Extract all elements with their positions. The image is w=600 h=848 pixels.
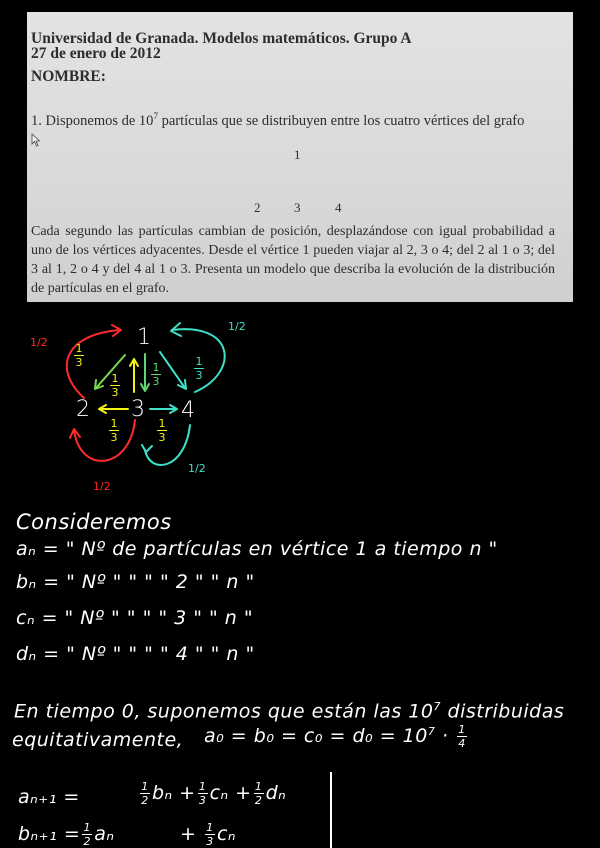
notes-definition-a: aₙ = " Nº de partículas en vértice 1 a tiempo n " — [16, 538, 498, 560]
eq2-frac-third-den: 3 — [206, 835, 214, 848]
eq1-term-b: bₙ + — [152, 782, 196, 805]
label-third-6 — [157, 418, 167, 443]
diagram-node-2: 2 — [76, 397, 91, 422]
eq1-term-c: cₙ + — [209, 782, 252, 805]
label-half-cyan-bottom: 1/2 — [188, 462, 206, 475]
quarter-den: 4 — [458, 737, 466, 751]
notes-initial-dot: · — [435, 725, 455, 748]
label-third-4-den: 3 — [195, 369, 203, 383]
exam-sheet — [27, 12, 573, 302]
eq1-frac-half-2-num: 1 — [254, 780, 263, 793]
label-third-6-den: 3 — [158, 431, 166, 445]
system-brace-line — [330, 772, 332, 848]
eq1-frac-half-1-den: 2 — [141, 794, 149, 808]
eq2-term-a: aₙ — [94, 823, 115, 846]
eq1-frac-half-2-den: 2 — [254, 794, 263, 808]
eq2-lhs: bₙ₊₁ = — [18, 823, 81, 846]
eq2 — [18, 822, 114, 847]
label-third-4 — [194, 356, 204, 381]
label-third-2-num: 1 — [111, 372, 119, 385]
notes-initial-condition — [204, 724, 469, 749]
label-third-3-den: 3 — [152, 375, 160, 389]
notes-tiempo-0-a: En tiempo 0, suponemos que están las 10 — [14, 700, 434, 723]
label-half-cyan-top: 1/2 — [228, 320, 246, 333]
label-third-1 — [74, 343, 84, 368]
label-third-5 — [109, 418, 119, 443]
exam-header-date: 27 de enero de 2012 — [31, 45, 161, 62]
diagram-node-3: 3 — [131, 397, 146, 422]
eq2-rhs-c: + $\frac{1}{3}$ cₙ — [180, 821, 236, 848]
eq2-frac-half — [82, 822, 92, 847]
eq2-term-c: cₙ — [216, 823, 236, 846]
label-third-5-den: 3 — [110, 431, 118, 445]
problem-exponent: 7 — [153, 111, 158, 121]
graph-vertex-1: 1 — [294, 147, 301, 162]
label-third-6-num: 1 — [158, 417, 166, 430]
label-half-red-bottom: 1/2 — [93, 480, 111, 493]
eq2-frac-third — [205, 822, 215, 847]
notes-initial-lhs: a₀ = b₀ = c₀ = d₀ = 10 — [204, 725, 428, 748]
notes-tiempo-0 — [14, 700, 564, 722]
notes-quarter-fraction — [457, 724, 467, 749]
diagram-node-1: 1 — [137, 325, 152, 350]
label-third-3 — [151, 362, 161, 387]
eq2-frac-half-num: 1 — [83, 821, 91, 834]
label-third-4-num: 1 — [195, 355, 203, 368]
notes-initial-exp: 7 — [427, 724, 436, 738]
quarter-num: 1 — [458, 723, 466, 736]
eq1-frac-third-num: 1 — [198, 780, 207, 793]
eq1-lhs: aₙ₊₁ = — [18, 786, 80, 808]
graph-vertex-3: 3 — [294, 200, 301, 215]
notes-consideremos: Consideremos — [16, 510, 172, 534]
eq1-frac-third-den: 3 — [198, 794, 207, 808]
label-third-3-num: 1 — [152, 361, 160, 374]
label-third-5-num: 1 — [110, 417, 118, 430]
eq1-frac-half-2 — [254, 781, 264, 806]
eq2-frac-third-num: 1 — [206, 821, 214, 834]
problem-intro-b: partículas que se distribuyen entre los cuatro vértices del grafo — [157, 112, 525, 129]
problem-statement — [31, 107, 561, 131]
notes-equitativamente: equitativamente, — [12, 729, 184, 751]
eq1-rhs — [138, 781, 286, 806]
label-third-2-den: 3 — [111, 386, 119, 400]
eq1-frac-half-1-num: 1 — [141, 780, 149, 793]
notes-definition-d: dₙ = " Nº " " " " 4 " " n " — [16, 643, 255, 665]
graph-vertex-2: 2 — [254, 200, 261, 215]
problem-body: Cada segundo las partículas cambian de posición, desplazándose con igual probabilidad a uno de los vértices adyacentes. Desde el vértice 1 pueden viajar al 2, 3 o 4; del 2 al 1 o 3; del 3 al 1, 2 o 4 y del 4 al 1 o 3. Presenta un modelo que describa la evolución de la distribución de partículas en el grafo. — [31, 224, 555, 296]
diagram-node-4: 4 — [181, 398, 196, 423]
notes-tiempo-0-b: distribuidas — [440, 700, 565, 723]
name-label: NOMBRE: — [31, 68, 106, 85]
eq2-frac-half-den: 2 — [83, 835, 91, 848]
eq1-frac-third — [198, 781, 208, 806]
graph-vertex-4: 4 — [335, 200, 342, 215]
problem-intro-a: 1. Disponemos de 10 — [31, 112, 154, 129]
eq1-frac-half-1 — [140, 781, 150, 806]
label-half-red-top: 1/2 — [30, 336, 48, 349]
exam-header-title: Universidad de Granada. Modelos matemáticos. Grupo A — [31, 30, 412, 47]
notes-tiempo-0-exp: 7 — [433, 700, 441, 713]
eq1-term-d: dₙ — [265, 782, 287, 805]
label-third-2 — [110, 373, 120, 398]
mouse-pointer-icon — [31, 133, 41, 147]
notes-definition-b: bₙ = " Nº " " " " 2 " " n " — [16, 571, 255, 593]
notes-definition-c: cₙ = " Nº " " " " 3 " " n " — [16, 607, 254, 629]
label-third-1-num: 1 — [75, 342, 83, 355]
label-third-1-den: 3 — [75, 356, 83, 370]
